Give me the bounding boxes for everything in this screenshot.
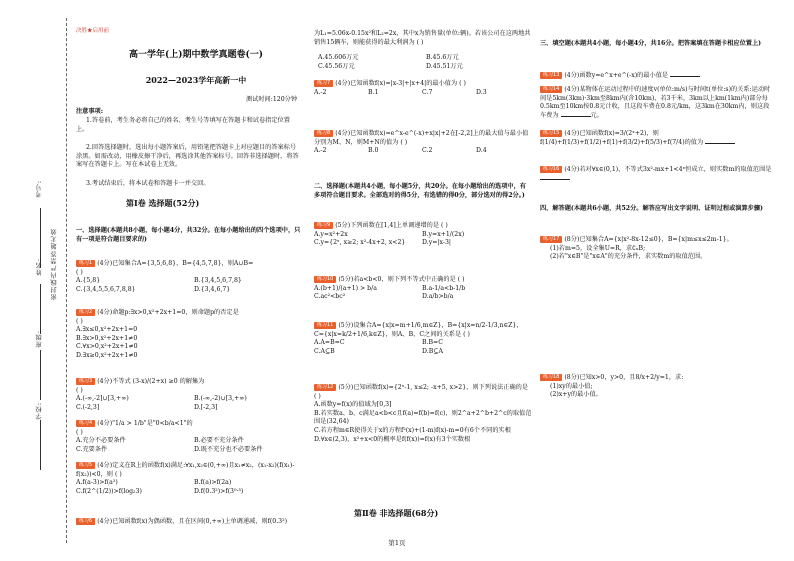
q16-badge: 练习16 <box>540 166 562 173</box>
q6-badge: 练习6 <box>76 518 95 525</box>
q18-text: (8分)已知x>0，y>0，且8/x+2/y=1，求: <box>564 374 684 381</box>
page-subtitle: 2022—2023学年高新一中 <box>145 75 247 85</box>
q18-part-2: (2)x+y的最小值。 <box>550 391 602 399</box>
q3-option-c[interactable]: C.(-2,3] <box>76 403 100 411</box>
question-16 <box>540 166 774 183</box>
q1-option-b[interactable]: B.{3,4,5,6,7,8} <box>194 277 242 285</box>
q4-option-b[interactable]: B.必要不充分条件 <box>194 437 244 445</box>
q3-paren: ( ) <box>76 386 83 394</box>
q1-paren: ( ) <box>76 268 83 276</box>
q6-option-a[interactable]: A.45.606万元 <box>318 54 359 61</box>
q1-option-a[interactable]: A.{5,8} <box>76 277 101 285</box>
q1-option-c[interactable]: C.{3,4,5,5,6,7,8,8} <box>76 285 136 293</box>
section3-heading: 三、填空题(本题共4小题，每小题4分，共16分。把答案填在答题卡相应位置上) <box>540 40 762 47</box>
school-line <box>40 420 41 470</box>
q14-text: (4分)某物体在运动过程中的速度v(单位:m/s)与时间t(单位:s)的关系:运动时间是5km(3km)·3km至8km内(含10km)，若3千米，3km以上km(1km内)部分每0.5km至10km按0.8元计收，且这段车费在0.8元/km，这3km在30km内，则这段车费为 <box>540 86 771 119</box>
label-school: 学校: <box>36 402 43 420</box>
q5-option-a[interactable]: A.f(a-3)>f(a²) <box>76 479 118 487</box>
q8-option-a[interactable]: A.-2 <box>314 147 327 155</box>
q7-paren: ( ) <box>459 80 466 87</box>
time-label: 测试时间:120分钟 <box>246 96 298 103</box>
q12-option-c[interactable]: C.若方程m∈R使得关于x的方程f²(x)+(1-m)f(x)-m=0有6个不同的实根 <box>314 426 511 434</box>
q4-option-a[interactable]: A.充分不必要条件 <box>76 437 126 445</box>
q14-unit: 元。 <box>590 111 603 119</box>
q12-option-d[interactable]: D.∀x∈(2,3)，x²+x<0的概率是f(f(x))=f(x)有3个实数根 <box>314 435 471 443</box>
q7-text: (4分)已知函数f(x)=|x-3|+|x+4|的最小值为 <box>335 80 458 87</box>
q10-option-b[interactable]: B.a-1/a<b-1/b <box>422 284 466 292</box>
question-11 <box>314 322 532 356</box>
q5-option-c[interactable]: C.f(2^(1/2))>f(log₂3) <box>76 487 142 495</box>
q10-text: (5分)若a<b<0，则下列不等式中正确的是 <box>338 276 456 283</box>
q15-answer-blank[interactable] <box>705 143 735 144</box>
q18-part-1: (1)xy的最小值; <box>550 382 593 390</box>
notice-title: 注意事项: <box>76 108 104 115</box>
q15-text: (4分)已知函数f(x)=3/(2ˣ+2)，则f(1/4)+f(1/3)+f(1/2)+f(1)+f(3/2)+f(5/3)+f(7/4)的值为 <box>540 130 704 146</box>
label-exam-id: 考号: <box>36 180 43 198</box>
q1-text: (4分)已知集合A={3,5,6,8}，B={4,5,7,8}，则A∪B= <box>97 260 254 267</box>
page-number: 第1页 <box>388 539 406 547</box>
q8-badge: 练习8 <box>314 130 333 137</box>
q16-text: (4分)若对∀x∈(0,1)，不等式3x²-mx+1<4ˣ恒成立，则实数m的取值范围是 <box>564 166 772 173</box>
q18-badge: 练习18 <box>540 374 562 381</box>
q5-option-b[interactable]: B.f(a)>f(2a) <box>194 479 232 487</box>
q17-part-1: (1)若m=5，设全集U=R，求∁ᵤB; <box>550 244 646 252</box>
question-3 <box>76 378 304 412</box>
q11-option-b[interactable]: B.B=C <box>422 339 443 347</box>
part1-title: 第Ⅰ卷 选择题(52分) <box>126 198 200 208</box>
q7-option-d[interactable]: D.3 <box>476 88 487 96</box>
q5-paren: ( ) <box>114 470 122 478</box>
q5-option-d[interactable]: D.f(0.3²)>f(3⁰·³) <box>194 487 244 495</box>
q2-paren: ( ) <box>76 317 83 325</box>
q4-option-c[interactable]: C.充要条件 <box>76 445 108 453</box>
notice-3: 3.考试结束后，将本试卷和答题卡一并交回。 <box>86 180 210 187</box>
seal-text: 密封线内严禁答题无效 <box>51 228 58 300</box>
q1-badge: 练习1 <box>76 260 95 267</box>
seal-line <box>66 18 67 543</box>
q13-badge: 练习13 <box>540 72 562 79</box>
question-13 <box>540 72 774 81</box>
q3-option-a[interactable]: A.(-∞,-2]∪[3,+∞) <box>76 395 129 403</box>
q12-text: (5分)已知函数f(x)={2ˣ-1, x≤2; -x+5, x>2}，则下列说法正确的是 <box>338 384 529 391</box>
q9-option-a[interactable]: A.y=x²+2x <box>314 230 348 238</box>
q10-option-c[interactable]: C.ac²<bc² <box>314 293 346 301</box>
q11-text: (5分)设集合A={x|x=m+1/6,m∈Z}，B={x|x=n/2-1/3,n∈Z}，C={x|x=k/2+1/6,k∈Z}，则A、B、C之间的关系是 <box>314 322 523 338</box>
q2-option-a[interactable]: A.∃x≤0,x²+2x+1=0 <box>76 326 138 334</box>
q12-option-b[interactable]: B.若实数a、b、c满足a<b<c且f(a)=f(b)=f(c)，则2^a+2^b+2^c的取值范围是(32,64) <box>314 409 532 426</box>
q16-answer-blank[interactable] <box>540 179 570 180</box>
q14-answer-blank[interactable] <box>561 116 591 117</box>
q8-option-b[interactable]: B.0 <box>368 147 379 155</box>
q12-badge: 练习12 <box>314 384 336 391</box>
section4-heading: 四、解答题(本题共6小题，共52分。解答应写出文字说明、证明过程或演算步骤) <box>540 205 763 212</box>
q6-cont-paren: ( ) <box>416 38 424 46</box>
q8-option-c[interactable]: C.2 <box>422 147 433 155</box>
q10-paren: ( ) <box>457 276 465 283</box>
q4-option-d[interactable]: D.既不充分也不必要条件 <box>194 445 263 453</box>
q17-badge: 练习17 <box>540 236 562 243</box>
q6-continuation <box>314 30 532 47</box>
q9-badge: 练习9 <box>314 222 333 229</box>
question-9 <box>314 222 532 248</box>
q11-option-a[interactable]: A.A=B=C <box>314 339 345 347</box>
q10-option-a[interactable]: A.(b+1)/(a+1) > b/a <box>314 284 377 292</box>
q7-option-b[interactable]: B.1 <box>368 88 379 96</box>
q2-option-c[interactable]: C.∀x>0,x²+2x+1≠0 <box>76 343 138 351</box>
q17-part-2: (2)若"x∈B"是"x∈A"的充分条件，求实数m的取值范围。 <box>550 253 707 261</box>
q3-text: (4分)不等式 (3-x)/(2+x) ≥0 的解集为 <box>97 378 205 385</box>
question-15 <box>540 130 774 147</box>
question-2 <box>76 309 304 361</box>
q7-option-c[interactable]: C.7 <box>422 88 433 96</box>
q7-badge: 练习7 <box>314 80 333 87</box>
question-17 <box>540 236 774 262</box>
q9-option-d[interactable]: D.y=|x-3| <box>422 239 451 247</box>
q6-option-d[interactable]: D.45.51万元 <box>426 62 463 70</box>
confidential-tag: 决胜★启用前 <box>76 28 110 34</box>
notice-1: 1.答卷前，考生务必将自己的姓名、考生号等填写在答题卡和试卷指定位置上。 <box>76 117 290 133</box>
q3-badge: 练习3 <box>76 378 95 385</box>
q2-text: (4分)命题p:∃x>0,x²+2x+1=0，则命题p的否定是 <box>97 309 239 316</box>
q15-badge: 练习15 <box>540 130 562 137</box>
q4-paren: ( ) <box>76 428 83 436</box>
name-line <box>40 284 41 334</box>
q17-answer-area[interactable] <box>540 280 774 370</box>
q1-option-d[interactable]: D.{3,4,6,7} <box>194 285 231 293</box>
question-7 <box>314 80 532 97</box>
q9-paren: ( ) <box>441 222 448 229</box>
q8-option-d[interactable]: D.4 <box>476 147 487 155</box>
q10-option-d[interactable]: D.a/b>b/a <box>422 293 454 301</box>
q18-answer-area[interactable] <box>540 400 774 520</box>
q5-badge: 练习5 <box>76 462 95 469</box>
q6-options <box>318 54 534 71</box>
q11-badge: 练习11 <box>314 322 336 329</box>
q4-text: (4分)"1/a > 1/b"是"0<b/a<1"的 <box>97 420 193 427</box>
q9-option-b[interactable]: B.y=x+1/(2x) <box>422 230 465 238</box>
q10-badge: 练习10 <box>314 276 336 283</box>
question-4 <box>76 420 304 454</box>
q4-badge: 练习4 <box>76 420 95 427</box>
q2-badge: 练习2 <box>76 309 95 316</box>
q2-option-d[interactable]: D.∃x≥0,x²+2x+1≠0 <box>76 351 138 359</box>
class-line <box>40 350 41 400</box>
question-10 <box>314 276 532 302</box>
q5-text: (4分)定义在R上的函数f(x)满足:∀x₁,x₂∈(0,+∞)且x₁≠x₂，(x₁-x₂)(f(x₁)-f(x₂))<0，则 <box>76 462 295 478</box>
question-6 <box>76 518 304 527</box>
part2-title: 第Ⅱ卷 非选择题(68分) <box>354 508 439 518</box>
page-title: 高一学年(上)期中数学真题卷(一) <box>128 50 264 60</box>
q6-option-b[interactable]: B.45.6万元 <box>426 54 459 61</box>
q12-option-a[interactable]: A.函数y=f(x)的值域为[0,3] <box>314 401 392 409</box>
q11-option-c[interactable]: C.A⊆B <box>314 347 335 355</box>
q8-paren: ( ) <box>400 138 408 146</box>
q13-text: (4分)函数y=e^x+e^(-x)的最小值是 <box>564 72 669 79</box>
q9-text: (5分)下列函数在[1,4]上单调递增的是 <box>335 222 440 229</box>
q11-option-d[interactable]: D.B⊆A <box>422 347 443 355</box>
q2-option-b[interactable]: B.∃x>0,x²+2x+1≠0 <box>76 334 138 342</box>
q6-text: (4分)已知函数f(x)为偶函数，且在区间(0,+∞)上单调递减，则f(0.3²) <box>97 518 288 525</box>
q8-text: (4分)已知函数f(x)=e^x-e^(-x)+x|x|+2在[-2,2]上的最大值与最小值分别为M、N，则M+N的值为 <box>314 130 529 146</box>
question-1 <box>76 260 304 294</box>
q17-text: (8分)已知集合A={x|x²-8x-12≤0}，B={x|m≤x≤2m-1}。 <box>564 236 733 243</box>
label-class: 班级: <box>36 330 43 348</box>
q6-cont-text: 为L₁=5.06x-0.15x²和L₂=2x，其中x为销售量(单位:辆)。若该公司在这两地共销售15辆车，则能获得的最大利润为 <box>314 30 531 46</box>
section1-heading: 一、选择题(本题共8小题，每小题4分，共32分。在每小题给出的四个选项中，只有一项是符合题目要求的) <box>76 227 301 243</box>
q7-option-a[interactable]: A.-2 <box>314 88 327 96</box>
question-18 <box>540 374 774 400</box>
q3-option-b[interactable]: B.(-∞,-2)∪[3,+∞) <box>194 395 247 403</box>
question-14 <box>540 86 774 120</box>
section2-heading: 二、选择题(本题共4小题，每小题5分，共20分。在每小题给出的选项中，有多项符合题目要求。全部选对的得5分，有选错的得0分，部分选对的得2分。) <box>314 183 526 199</box>
q13-answer-blank[interactable] <box>670 76 700 77</box>
q12-paren: ( ) <box>314 392 321 400</box>
label-name: 姓名: <box>36 258 43 276</box>
question-5 <box>76 462 304 496</box>
notice-2: 2.回答选择题时，选出每小题答案后，用铅笔把答题卡上对应题目的答案标号涂黑。如需改动，用橡皮擦干净后，再选涂其他答案标号。回答非选择题时，将答案写在答题卡上。写在本试卷上无效。 <box>76 144 299 169</box>
question-8 <box>314 130 532 156</box>
q9-option-c[interactable]: C.y={2ˣ, x≥2; x²-4x+2, x<2} <box>314 239 406 247</box>
question-12 <box>314 384 532 444</box>
q3-option-d[interactable]: D.[-2,3] <box>194 403 218 411</box>
q6-option-c[interactable]: C.45.56万元 <box>318 62 355 70</box>
q14-badge: 练习14 <box>540 86 562 93</box>
q11-paren: ( ) <box>463 330 470 338</box>
